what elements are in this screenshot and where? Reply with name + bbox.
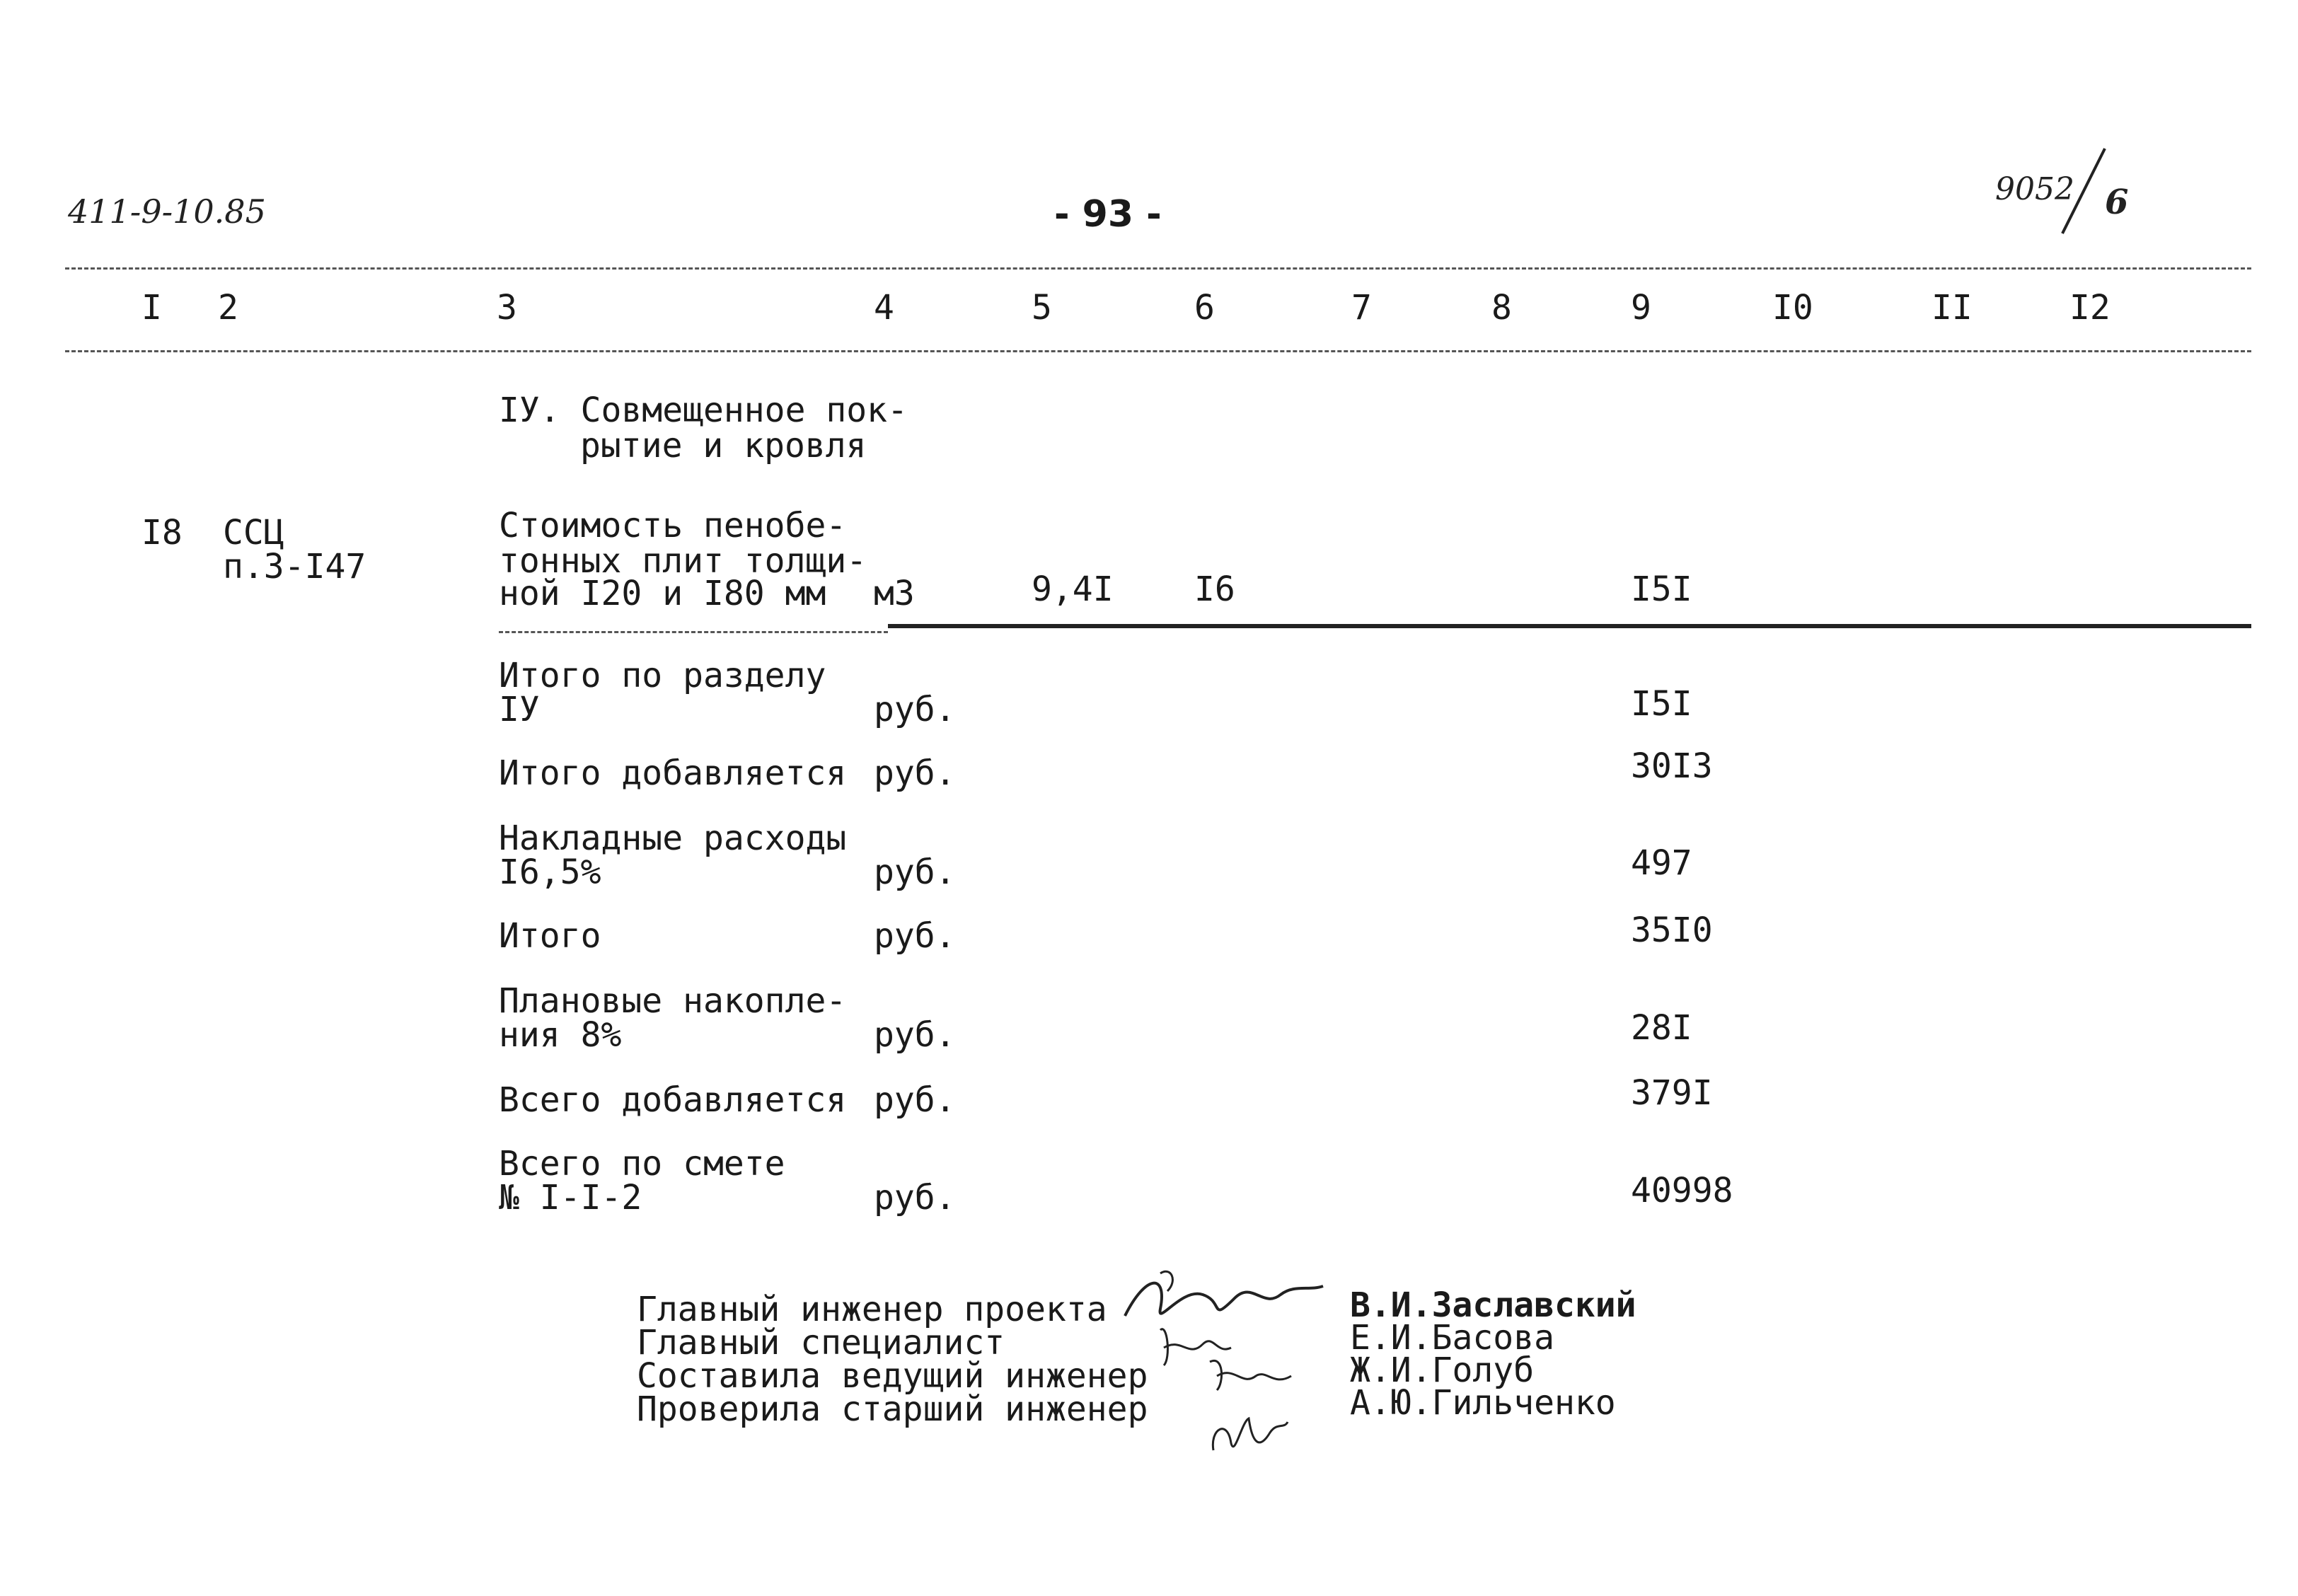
item-code-line2: п.3-I47: [223, 547, 366, 586]
signature-name-4: А.Ю.Гильченко: [1350, 1383, 1616, 1423]
signature-role-3: Составила ведущий инженер: [637, 1356, 1148, 1396]
item-quantity: 9,4I: [1032, 569, 1114, 609]
summary-value-5: 28I: [1631, 1008, 1692, 1048]
summary-value-3: 497: [1631, 843, 1692, 883]
item-separator-dashed: [499, 631, 888, 633]
signature-name-1: В.И.Заславский: [1350, 1285, 1636, 1325]
handwritten-signature-4: [1203, 1401, 1295, 1464]
summary-label-6: Всего добавляется: [499, 1080, 847, 1120]
column-header-12: I2: [2069, 288, 2111, 328]
summary-unit-6: руб.: [874, 1080, 956, 1120]
sheet-reference-left: 9052: [1995, 171, 2074, 207]
summary-unit-5: руб.: [874, 1015, 956, 1055]
signature-role-2: Главный специалист: [637, 1323, 1005, 1363]
column-header-2: 2: [218, 288, 238, 328]
summary-unit-4: руб.: [874, 916, 956, 956]
sheet-reference-right: 6: [2105, 183, 2129, 222]
summary-value-7: 40998: [1631, 1171, 1733, 1210]
page-number: - 93 -: [1054, 193, 1162, 236]
summary-value-4: 35I0: [1631, 910, 1713, 950]
column-header-5: 5: [1032, 288, 1052, 328]
item-total: I5I: [1631, 569, 1692, 609]
summary-label-3-line2: I6,5%: [499, 852, 601, 892]
column-header-8: 8: [1491, 288, 1512, 328]
item-separator-thick: [888, 624, 2251, 628]
section-title-line2: рытие и кровля: [580, 426, 867, 466]
summary-unit-2: руб.: [874, 753, 956, 793]
document-code: 411-9-10.85: [68, 192, 266, 231]
summary-label-7-line2: № I-I-2: [499, 1178, 642, 1218]
summary-unit-7: руб.: [874, 1178, 956, 1218]
column-header-6: 6: [1194, 288, 1215, 328]
summary-unit-3: руб.: [874, 852, 956, 892]
section-title-line1: IУ. Совмещенное пок-: [499, 391, 908, 430]
summary-label-5-line2: ния 8%: [499, 1015, 622, 1055]
column-header-3: 3: [497, 288, 517, 328]
column-header-9: 9: [1631, 288, 1651, 328]
signature-name-3: Ж.И.Голуб: [1350, 1351, 1535, 1390]
column-header-7: 7: [1351, 288, 1372, 328]
header-bottom-rule: [65, 350, 2251, 352]
item-description-line2: тонных плит толщи-: [499, 541, 867, 581]
item-description-line1: Стоимость пенобе-: [499, 506, 847, 545]
summary-label-1-line2: IУ: [499, 690, 540, 729]
summary-value-2: 30I3: [1631, 746, 1713, 786]
summary-label-1-line1: Итого по разделу: [499, 656, 826, 695]
summary-label-4: Итого: [499, 916, 601, 956]
column-header-10: I0: [1772, 288, 1813, 328]
item-code-line1: ССЦ: [223, 513, 284, 553]
column-header-11: II: [1932, 288, 1973, 328]
signature-role-1: Главный инженер проекта: [637, 1290, 1107, 1329]
signature-role-4: Проверила старший инженер: [637, 1389, 1148, 1429]
summary-value-1: I5I: [1631, 684, 1692, 724]
summary-label-2: Итого добавляется: [499, 753, 847, 793]
sheet-reference-slash: [2055, 145, 2112, 237]
summary-unit-1: руб.: [874, 690, 956, 729]
header-top-rule: [65, 267, 2251, 270]
handwritten-signature-3: [1203, 1348, 1302, 1397]
column-header-1: I: [142, 288, 162, 328]
item-description-line3: ной I20 и I80 мм: [499, 574, 826, 613]
item-price: I6: [1194, 569, 1235, 609]
summary-label-3-line1: Накладные расходы: [499, 819, 847, 858]
summary-label-5-line1: Плановые накопле-: [499, 981, 847, 1021]
item-unit: м3: [874, 574, 915, 613]
summary-label-7-line1: Всего по смете: [499, 1144, 785, 1184]
signature-name-2: Е.И.Басова: [1350, 1318, 1554, 1358]
item-number: I8: [142, 513, 183, 553]
column-header-4: 4: [874, 288, 894, 328]
summary-value-6: 379I: [1631, 1073, 1713, 1113]
